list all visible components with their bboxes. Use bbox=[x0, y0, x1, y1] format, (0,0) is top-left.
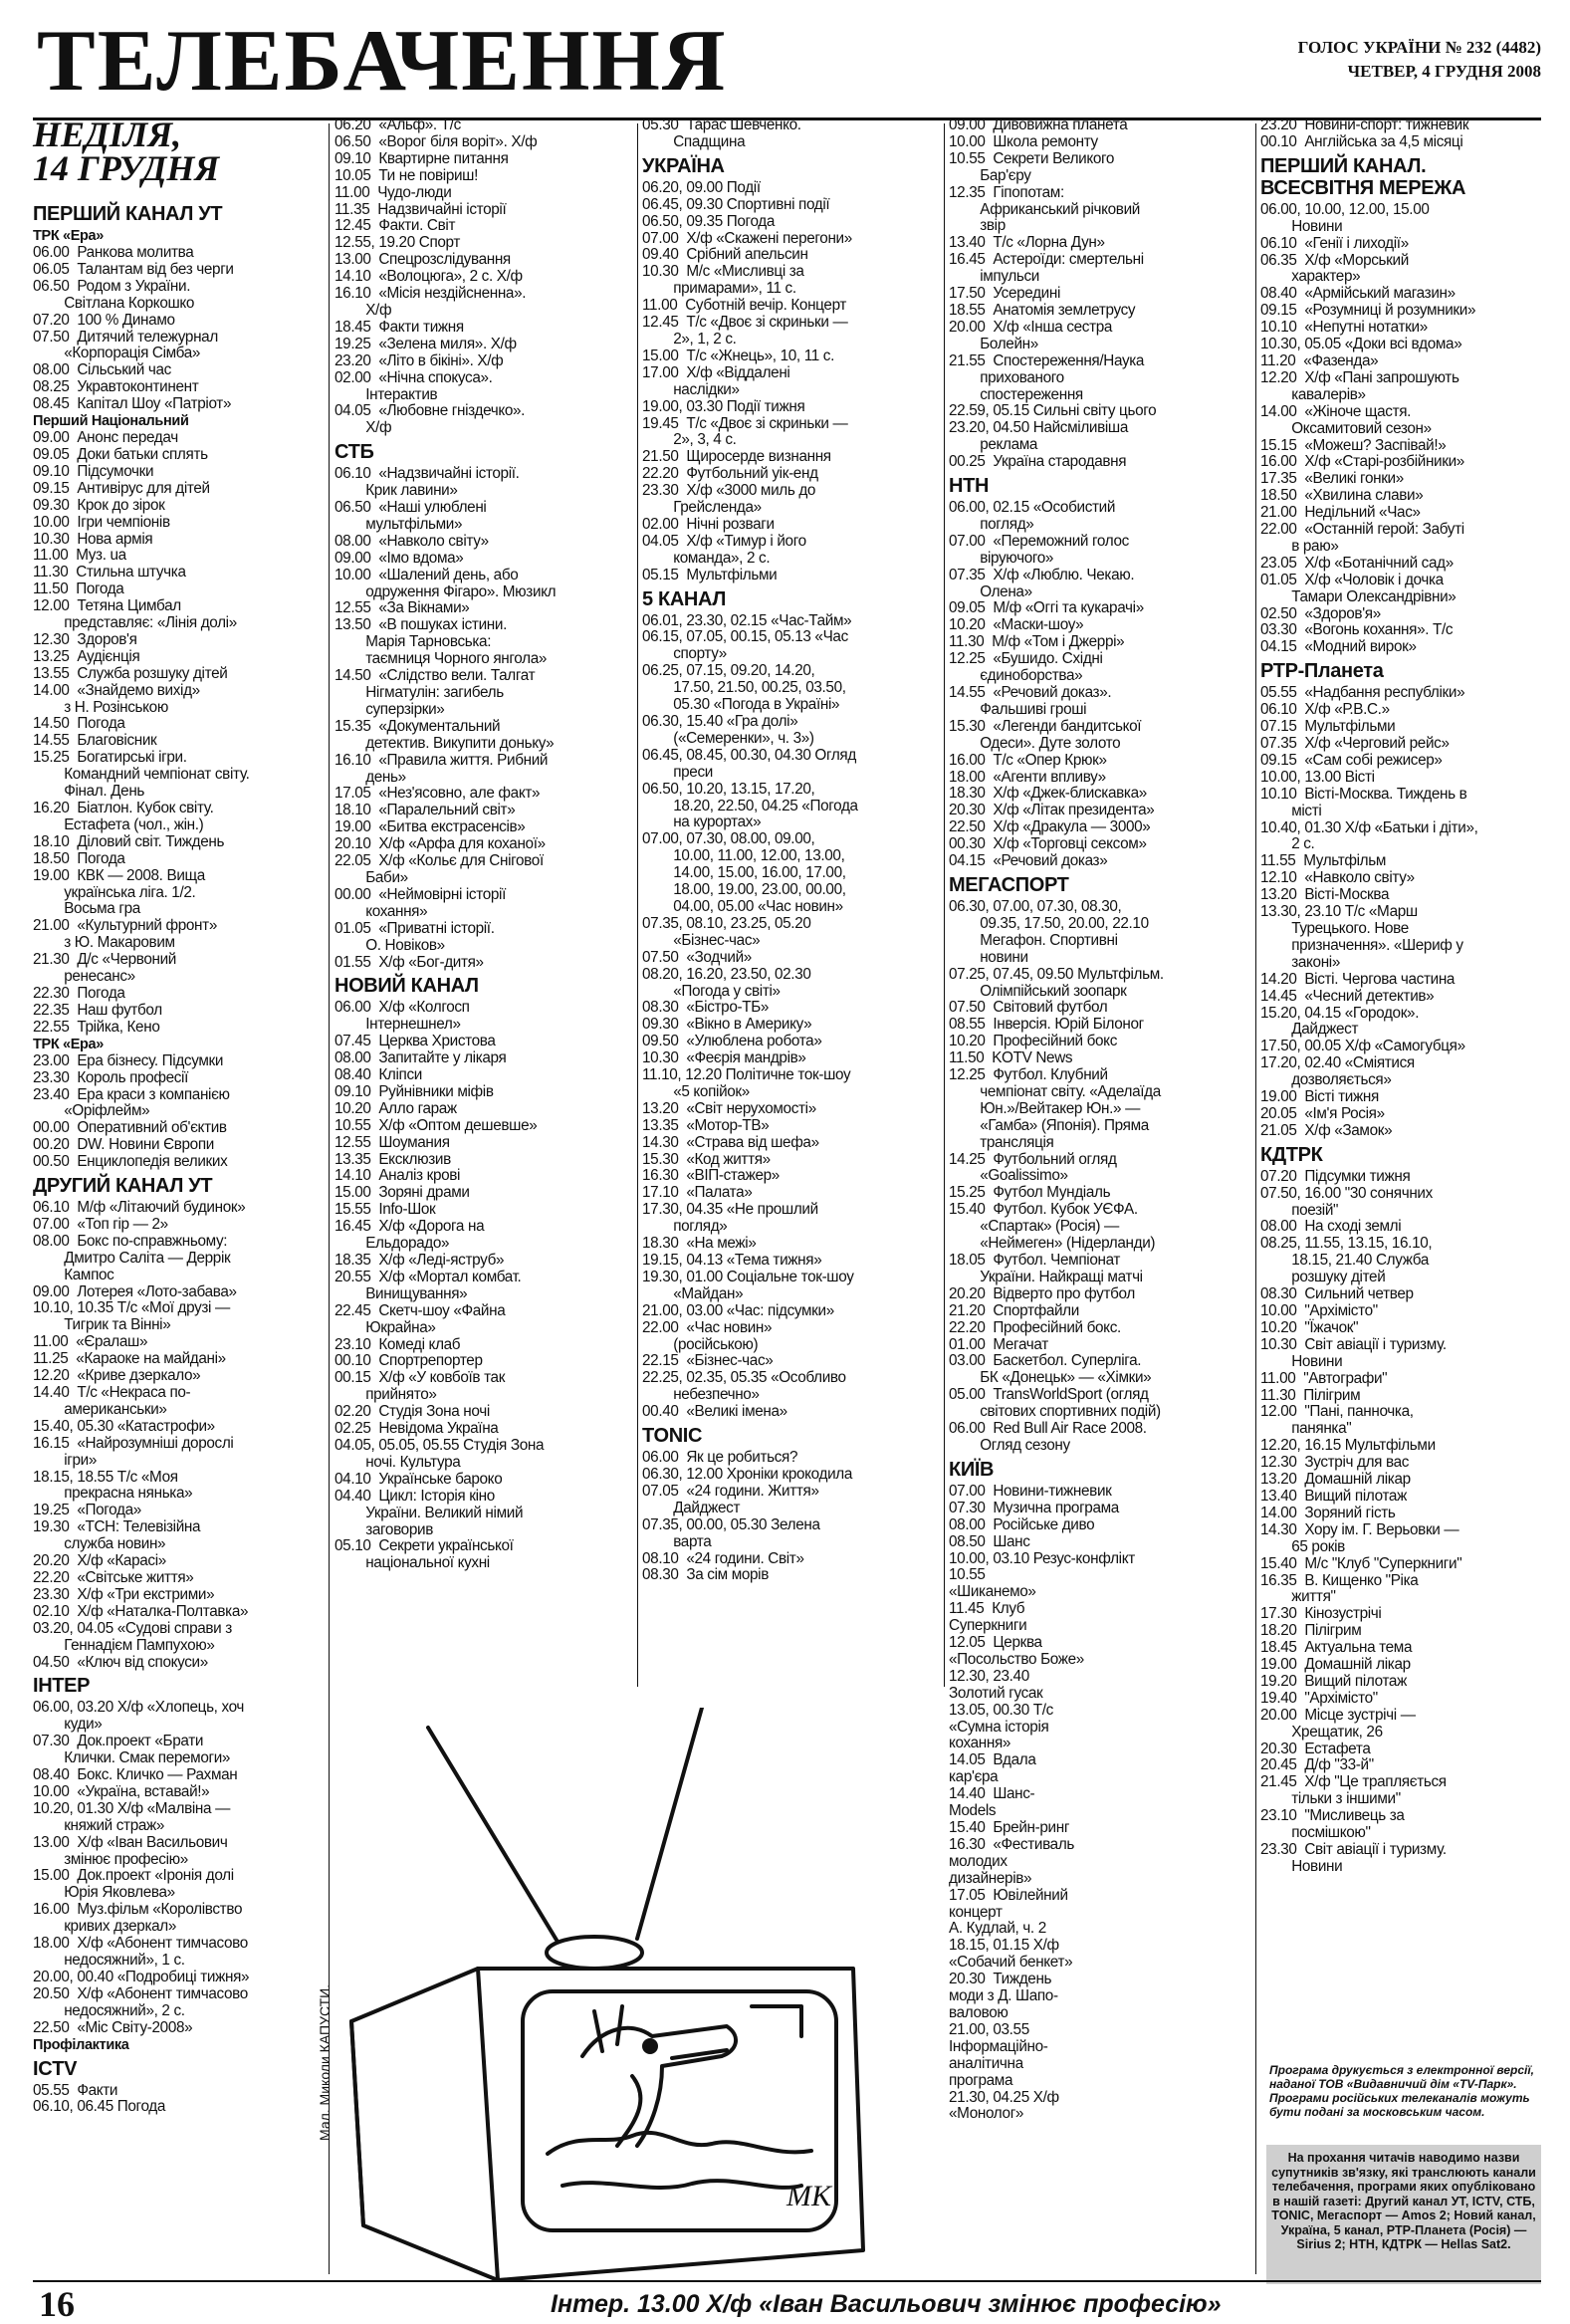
channel-heading: СТБ bbox=[335, 441, 374, 464]
column-divider bbox=[1255, 123, 1256, 2274]
channel-subheading: ТРК «Ера» bbox=[33, 1036, 104, 1052]
schedule-block: 06.10 «Надзвичайні історії. Крик лавини» 06.50 «Наші улюблені мультфільми» 08.00 «Навколо світу» 09.00 «Імо вдома» 10.00 «Шалений день, або одруження Фігаро». Мюзикл 12.55 «За Вікнами» 13.50 «В пошуках істини. Марія Тарновська: таємниця Чорного янгола» 14.50 «Слідство вели. Талгат Нігматулін: загибель суперзірки» 15.35 «Документальний детектив. Викупити доньку» 16.10 «Правила життя. Рибний день» 17.05 «Нез'ясовно, але факт» 18.10 «Паралельний світ» 19.00 «Битва екстрасенсів» 20.10 Х/ф «Арфа для коханої» 22.05 Х/ф «Кольє для Снігової Баби» 00.00 «Неймовірні історії кохання» 01.05 «Приватні історії. О. Новіков» 01.55 Х/ф «Бог-дитя» bbox=[335, 465, 557, 971]
issue-date: ЧЕТВЕР, 4 ГРУДНЯ 2008 bbox=[1347, 62, 1541, 81]
schedule-block: 05.55 Факти 06.10, 06.45 Погода bbox=[33, 2081, 166, 2116]
satellite-info-box: На прохання читачів наводимо назви супутників зв'язку, які транслюють канали телебачення, програми яких опубліковано в нашій газеті: Другий канал УТ, ICTV, СТБ, TONIC, Мегаспорт — Amos 2; Новий канал, Україна, 5 канал, РТР-Планета (Росія) — Sirius 2; НТН, КДТРК — Hellas Sat2. bbox=[1266, 2145, 1541, 2284]
schedule-block: 05.30 Тарас Шевченко. Спадщина bbox=[642, 116, 801, 150]
schedule-column-2 bbox=[335, 117, 633, 1572]
schedule-block: 07.00 Новини-тижневик 07.30 Музична програма 08.00 Російське диво 08.50 Шанс 10.00, 03.10 Резус-конфлікт 10.55 «Шиканемо» 11.45 Клуб Суперкниги 12.05 Церква «Посольство Боже» 12.30, 23.40 Золотий гусак 13.05, 00.30 Т/с «Сумна історія кохання» 14.05 Вдала кар'єра 14.40 Шанс- Models 15.40 Брейн-ринг 16.30 «Фестиваль молодих дизайнерів» 17.05 Ювілейний концерт А. Кудлай, ч. 2 18.15, 01.15 Х/ф «Собачий бенкет» 20.30 Тиждень моди з Д. Шапо- валовою 21.00, 03.55 Інформаційно- аналітична програма 21.30, 04.25 Х/ф «Монолог» bbox=[949, 1482, 1135, 2123]
schedule-block: 06.00, 10.00, 12.00, 15.00 Новини 06.10 «Генії і лиходії» 06.35 Х/ф «Морський характер» 08.40 «Армійський магазин» 09.15 «Розумниці й розумники» 10.10 «Непутні нотатки» 10.30, 05.05 «Доки всі вдома» 11.20 «Фазенда» 12.20 Х/ф «Пані запрошують кавалерів» 14.00 «Жіноче щастя. Оксамитовий сезон» 15.15 «Можеш? Заспівай!» 16.00 Х/ф «Старі-розбійники» 17.35 «Великі гонки» 18.50 «Хвилина слави» 21.00 Недільний «Час» 22.00 «Останній герой: Забуті в раю» 23.05 Х/ф «Ботанічний сад» 01.05 Х/ф «Чоловік і дочка Тамари Олександрівни» 02.50 «Здоров'я» 03.30 «Вогонь кохання». Т/с 04.15 «Модний вирок» bbox=[1260, 200, 1476, 656]
column-divider bbox=[329, 123, 330, 2274]
schedule-block: 06.00, 02.15 «Особистий погляд» 07.00 «Переможний голос віруючого» 07.35 Х/ф «Люблю. Чекаю. Олена» 09.05 М/ф «Оггі та кукарачі» 10.20 «Маски-шоу» 11.30 М/ф «Том і Джеррі» 12.25 «Бушидо. Східні єдиноборства» 14.55 «Речовий доказ». Фальшиві гроші 15.30 «Легенди бандитської Одеси». Дуте золото 16.00 Т/с «Опер Крюк» 18.00 «Агенти впливу» 18.30 Х/ф «Джек-блискавка» 20.30 Х/ф «Літак президента» 22.50 Х/ф «Дракула — 3000» 00.30 Х/ф «Торговці сексом» 04.15 «Речовий доказ» bbox=[949, 499, 1155, 870]
issue-meta bbox=[1298, 36, 1541, 84]
schedule-column-1 bbox=[33, 199, 324, 2116]
schedule-block: 09.00 Дивовижна планета 10.00 Школа ремонту 10.55 Секрети Великого Бар'єру 12.35 Гіпопотам: Африканський річковий звір 13.40 Т/с «Лорна Дун» 16.45 Астероїди: смертельні імпульси 17.50 Усередині 18.55 Анатомія землетрусу 20.00 Х/ф «Інша сестра Болейн» 21.55 Спостереження/Наука прихованого спостереження 22.59, 05.15 Сильні світу цього 23.20, 04.50 Найсміливіша реклама 00.25 Україна стародавня bbox=[949, 116, 1157, 471]
channel-heading: ПЕРШИЙ КАНАЛ. ВСЕСВІТНЯ МЕРЕЖА bbox=[1260, 154, 1466, 199]
schedule-block: 06.00 Х/ф «Колгосп Інтернешнел» 07.45 Церква Христова 08.00 Запитайте у лікаря 08.40 Кліпси 09.10 Руйнівники міфів 10.20 Алло гараж 10.55 Х/ф «Оптом дешевше» 12.55 Шоумания 13.35 Ексклюзив 14.10 Аналіз крові 15.00 Зоряні драми 15.55 Info-Шок 16.45 Х/ф «Дорога на Ельдорадо» 18.35 Х/ф «Леді-яструб» 20.55 Х/ф «Мортал комбат. Винищування» 22.45 Скетч-шоу «Файна Юкрайна» 23.10 Комеді клаб 00.10 Спортрепортер 00.15 Х/ф «У ковбоїв так прийнято» 02.20 Студія Зона ночі 02.25 Невідома Україна 04.05, 05.05, 05.55 Студія Зона ночі. Культура 04.10 Українське бароко 04.40 Цикл: Історія кіно України. Великий німий заговорив 05.10 Секрети української національної кухні bbox=[335, 999, 545, 1572]
channel-heading: ПЕРШИЙ КАНАЛ УТ bbox=[33, 203, 223, 225]
channel-heading: РТР-Планета bbox=[1260, 660, 1384, 683]
page-title: ТЕЛЕБАЧЕННЯ bbox=[37, 13, 728, 110]
channel-heading: ІНТЕР bbox=[33, 1675, 91, 1698]
cartoon-signature: МК bbox=[786, 2180, 831, 2212]
schedule-block: 06.10 М/ф «Літаючий будинок» 07.00 «Топ гір — 2» 08.00 Бокс по-справжньому: Дмитро Саліта — Деррік Кампос 09.00 Лотерея «Лото-забава» 10.10, 10.35 Т/с «Мої друзі — Тигрик та Вінні» 11.00 «Єралаш» 11.25 «Караоке на майдані» 12.20 «Криве дзеркало» 14.40 Т/с «Некраса по- американськи» 15.40, 05.30 «Катастрофи» 16.15 «Найрозумніші дорослі ігри» 18.15, 18.55 Т/с «Моя прекрасна нянька» 19.25 «Погода» 19.30 «ТСН: Телевізійна служба новин» 20.20 Х/ф «Карасі» 22.20 «Світське життя» 23.30 Х/ф «Три екстрими» 02.10 Х/ф «Наталка-Полтавка» 03.20, 04.05 «Судові справи з Геннадієм Пампухою» 04.50 «Ключ від спокуси» bbox=[33, 1199, 249, 1671]
channel-heading: НТН bbox=[949, 475, 990, 498]
tv-cartoon bbox=[334, 1708, 931, 2285]
channel-subheading: Перший Національний bbox=[33, 413, 189, 430]
schedule-block: 09.00 Анонс передач 09.05 Доки батьки сплять 09.10 Підсумочки 09.15 Антивірус для дітей 09.30 Крок до зірок 10.00 Ігри чемпіонів 10.30 Нова армія 11.00 Муз. ua 11.30 Стильна штучка 11.50 Погода 12.00 Тетяна Цимбал представляє: «Лінія долі» 12.30 Здоров'я 13.25 Аудієнція 13.55 Служба розшуку дітей 14.00 «Знайдемо вихід» з Н. Розінською 14.50 Погода 14.55 Благовісник 15.25 Богатирські ігри. Командний чемпіонат світу. Фінал. День 16.20 Біатлон. Кубок світу. Естафета (чол., жін.) 18.10 Діловий світ. Тиждень 18.50 Погода 19.00 КВК — 2008. Вища українська ліга. 1/2. Восьма гра 21.00 «Культурний фронт» з Ю. Макаровим 21.30 Д/с «Червоний ренесанс» 22.30 Погода 22.35 Наш футбол 22.55 Трійка, Кено bbox=[33, 429, 250, 1036]
schedule-column-3 bbox=[642, 117, 941, 1584]
cartoon-illustration bbox=[334, 1708, 931, 2285]
paper-issue: ГОЛОС УКРАЇНИ № 232 (4482) bbox=[1297, 38, 1541, 57]
schedule-block: 06.20 «Альф». Т/с 06.50 «Ворог біля воріт». Х/ф 09.10 Квартирне питання 10.05 Ти не повіриш! 11.00 Чудо-люди 11.35 Надзвичайні історії 12.45 Факти. Світ 12.55, 19.20 Спорт 13.00 Спецрозслідування 14.10 «Волоцюга», 2 с. Х/ф 16.10 «Місія нездійсненна». Х/ф 18.45 Факти тижня 19.25 «Зелена миля». Х/ф 23.20 «Літо в бікіні». Х/ф 02.00 «Нічна спокуса». Інтерактив 04.05 «Любовне гніздечко». Х/ф bbox=[335, 116, 538, 437]
column-divider bbox=[944, 123, 945, 1687]
channel-heading: КИЇВ bbox=[949, 1458, 995, 1481]
day-heading bbox=[33, 117, 242, 192]
schedule-block: 23.20 Новини-спорт: тижневик 00.10 Англійська за 4,5 місяці bbox=[1260, 116, 1469, 150]
schedule-block: 07.20 Підсумки тижня 07.50, 16.00 "30 сонячних поезій" 08.00 На сході землі 08.25, 11.55, 13.15, 16.10, 18.15, 21.40 Служба розшуку дітей 08.30 Сильний четвер 10.00 "Архімісто" 10.20 "Їжачок" 10.30 Світ авіації і туризму. Новини 11.00 "Автографи" 11.30 Пілігрим 12.00 "Пані, панночка, панянка" 12.20, 16.15 Мультфільми 12.30 Зустріч для вас 13.20 Домашній лікар 13.40 Вищий пілотаж 14.00 Зоряний гість 14.30 Хору ім. Г. Верьовки — 65 років 15.40 М/с "Клуб "Суперкниги" 16.35 В. Кищенко "Ріка життя" 17.30 Кінозустрічі 18.20 Пілігрим 18.45 Актуальна тема 19.00 Домашній лікар 19.20 Вищий пілотаж 19.40 "Архімісто" 20.00 Місце зустрічі — Хрещатик, 26 20.30 Естафета 20.45 Д/ф "33-й" 21.45 Х/ф "Це трапляється тільки з іншими" 23.10 "Мисливець за посмішкою" 23.30 Світ авіації і туризму. Новини bbox=[1260, 1167, 1462, 1875]
column-divider bbox=[637, 123, 638, 1687]
page-footer bbox=[33, 2280, 1541, 2322]
schedule-block: 06.20, 09.00 Події 06.45, 09.30 Спортивні події 06.50, 09.35 Погода 07.00 Х/ф «Скажені перегони» 09.40 Срібний апельсин 10.30 М/с «Мисливці за примарами», 11 с. 11.00 Суботній вечір. Концерт 12.45 Т/с «Двоє зі скриньки — 2», 1, 2 с. 15.00 Т/с «Жнець», 10, 11 с. 17.00 Х/ф «Віддалені наслідки» 19.00, 03.30 Події тижня 19.45 Т/с «Двоє зі скриньки — 2», 3, 4 с. 21.50 Щиросерде визнання 22.20 Футбольний уік-енд 23.30 Х/ф «3000 миль до Грейсленда» 02.00 Нічні розваги 04.05 Х/ф «Тимур і його команда», 2 с. 05.15 Мультфільми bbox=[642, 178, 852, 583]
schedule-block: 06.00, 03.20 Х/ф «Хлопець, хоч куди» 07.30 Док.проект «Брати Клички. Смак перемоги» 08.40 Бокс. Кличко — Рахман 10.00 «Україна, вставай!» 10.20, 01.30 Х/ф «Малвіна — княжий страж» 13.00 Х/ф «Іван Васильович змінює професію» 15.00 Док.проект «Іронія долі Юрія Яковлева» 16.00 Муз.фільм «Королівство кривих дзеркал» 18.00 Х/ф «Абонент тимчасово недосяжний», 1 с. 20.00, 00.40 «Подробиці тижня» 20.50 Х/ф «Абонент тимчасово недосяжний», 2 с. 22.50 «Міс Світу-2008» bbox=[33, 1699, 250, 2036]
schedule-column-4 bbox=[949, 117, 1252, 2123]
channel-heading: ДРУГИЙ КАНАЛ УТ bbox=[33, 1175, 213, 1198]
schedule-block: 05.55 «Надбання республіки» 06.10 Х/ф «Р.В.С.» 07.15 Мультфільми 07.35 Х/ф «Черговий рейс» 09.15 «Сам собі режисер» 10.00, 13.00 Вісті 10.10 Вісті-Москва. Тиждень в місті 10.40, 01.30 Х/ф «Батьки і діти», 2 с. 11.55 Мультфільм 12.10 «Навколо світу» 13.20 Вісті-Москва 13.30, 23.10 Т/с «Марш Турецького. Нове призначення». «Шериф у законі» 14.20 Вісті. Чергова частина 14.45 «Чесний детектив» 15.20, 04.15 «Городок». Дайджест 17.50, 00.05 Х/ф «Самогубця» 17.20, 02.40 «Сміятися дозволяється» 19.00 Вісті тижня 20.05 «Ім'я Росія» 21.05 Х/ф «Замок» bbox=[1260, 684, 1478, 1139]
cartoon-credit: Мал. Миколи КАПУСТИ. bbox=[317, 1983, 333, 2141]
channel-heading: УКРАЇНА bbox=[642, 154, 725, 177]
schedule-block: 23.00 Ера бізнесу. Підсумки 23.30 Король професії 23.40 Ера краси з компанією «Оріфлейм» 00.00 Оперативний об'єктив 00.20 DW. Новини Європи 00.50 Енциклопедія великих bbox=[33, 1051, 230, 1171]
channel-heading: 5 КАНАЛ bbox=[642, 587, 727, 610]
channel-heading: МЕГАСПОРТ bbox=[949, 873, 1069, 896]
channel-subheading: ТРК «Ера» bbox=[33, 228, 104, 244]
schedule-column-5 bbox=[1260, 117, 1541, 1876]
channel-heading: КДТРК bbox=[1260, 1143, 1323, 1166]
page-number: 16 bbox=[39, 2284, 75, 2324]
footer-highlight: Інтер. 13.00 Х/ф «Іван Васильович змінює професію» bbox=[551, 2290, 1222, 2318]
day-name: НЕДІЛЯ, bbox=[33, 115, 182, 154]
publication-note: Програма друкується з електронної версії, наданої ТОВ «Видавничий дім «TV-Парк». Програми російських телеканалів можуть бути подані за московським часом. bbox=[1269, 2063, 1535, 2119]
channel-heading: НОВИЙ КАНАЛ bbox=[335, 975, 479, 998]
channel-heading: TONIC bbox=[642, 1425, 703, 1448]
channel-heading: ICTV bbox=[33, 2057, 78, 2080]
channel-subheading: Профілактика bbox=[33, 2036, 129, 2053]
day-date: 14 ГРУДНЯ bbox=[33, 148, 220, 188]
schedule-block: 06.00 Як це робиться? 06.30, 12.00 Хроніки крокодила 07.05 «24 години. Життя» Дайджест 07.35, 00.00, 05.30 Зелена варта 08.10 «24 години. Світ» 08.30 За сім морів bbox=[642, 1449, 853, 1584]
schedule-block: 06.00 Ранкова молитва 06.05 Талантам від без черги 06.50 Родом з України. Світлана Коркошко 07.20 100 % Динамо 07.50 Дитячий тележурнал «Корпорація Сімба» 08.00 Сільський час 08.25 Укравтоконтинент 08.45 Капітал Шоу «Патріот» bbox=[33, 244, 234, 413]
schedule-block: 06.01, 23.30, 02.15 «Час-Тайм» 06.15, 07.05, 00.15, 05.13 «Час спорту» 06.25, 07.15, 09.20, 14.20, 17.50, 21.50, 00.25, 03.50, 05.30 «Погода в Україні» 06.30, 15.40 «Гра долі» («Семеренки», ч. 3») 06.45, 08.45, 00.30, 04.30 Огляд преси 06.50, 10.20, 13.15, 17.20, 18.20, 22.50, 04.25 «Погода на курортах» 07.00, 07.30, 08.00, 09.00, 10.00, 11.00, 12.00, 13.00, 14.00, 15.00, 16.00, 17.00, 18.00, 19.00, 23.00, 00.00, 04.00, 05.00 «Час новин» 07.35, 08.10, 23.25, 05.20 «Бізнес-час» 07.50 «Зодчий» 08.20, 16.20, 23.50, 02.30 «Погода у світі» 08.30 «Бістро-ТБ» 09.30 «Вікно в Америку» 09.50 «Улюблена робота» 10.30 «Феєрія мандрів» 11.10, 12.20 Політичне ток-шоу «5 копійок» 13.20 «Світ нерухомості» 13.35 «Мотор-ТВ» 14.30 «Страва від шефа» 15.30 «Код життя» 16.30 «ВІП-стажер» 17.10 «Палата» 17.30, 04.35 «Не прошлий погляд» 18.30 «На межі» 19.15, 04.13 «Тема тижня» 19.30, 01.00 Соціальне ток-шоу «Майдан» 21.00, 03.00 «Час: підсумки» 22.00 «Час новин» (російською) 22.15 «Бізнес-час» 22.25, 02.35, 05.35 «Особливо небезпечно» 00.40 «Великі імена» bbox=[642, 611, 858, 1421]
schedule-block: 06.30, 07.00, 07.30, 08.30, 09.35, 17.50, 20.00, 22.10 Мегафон. Спортивні новини 07.25, 07.45, 09.50 Мультфільм. Олімпійський зоопарк 07.50 Світовий футбол 08.55 Інверсія. Юрій Білоног 10.20 Професійний бокс 11.50 KOTV News 12.25 Футбол. Клубний чемпіонат світу. «Аделаїда Юн.»/Вейтакер Юн.» — «Гамба» (Японія). Пряма трансляція 14.25 Футбольний огляд «Goalissimo» 15.25 Футбол Мундіаль 15.40 Футбол. Кубок УЄФА. «Спартак» (Росія) — «Неймеген» (Нідерланди) 18.05 Футбол. Чемпіонат України. Найкращі матчі 20.20 Відверто про футбол 21.20 Спортфайли 22.20 Професійний бокс. 01.00 Мегачат 03.00 Баскетбол. Суперліга. БК «Донецьк» — «Хімки» 05.00 TransWorldSport (огляд світових спортивних подій) 06.00 Red Bull Air Race 2008. Огляд сезону bbox=[949, 897, 1164, 1454]
masthead bbox=[33, 13, 1541, 120]
